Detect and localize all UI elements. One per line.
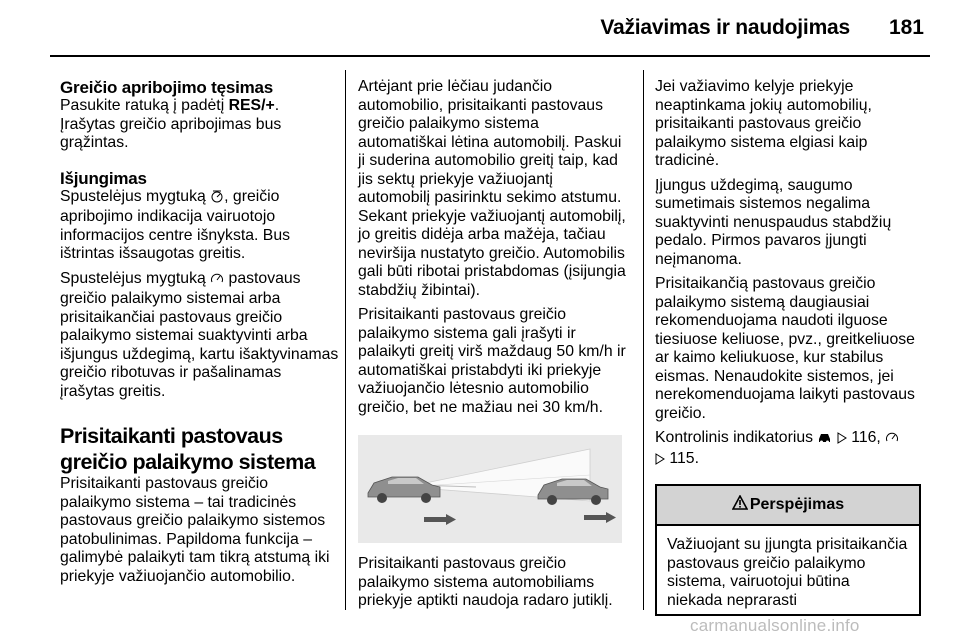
column-divider xyxy=(345,70,346,610)
text: 115. xyxy=(665,449,699,467)
warning-title: Perspėjimas xyxy=(749,495,845,513)
heading-resume-speed-limit: Greičio apribojimo tęsimas xyxy=(60,78,274,97)
column-3 xyxy=(655,78,927,616)
paragraph-acc-intro: Prisitaikanti pastovaus greičio palaikymo sistema – tai tradicinės pastovaus greičio palaikymo sistemos patobulinimas. Papildoma funkcija – galimybė palaikyti tam tikrą atstumą iki priekyje važiuojančio automobilio. xyxy=(60,475,330,585)
paragraph-resume-2: Įrašytas greičio apribojimas bus grąžintas. xyxy=(60,115,282,151)
heading-adaptive-cruise-control: Prisitaikanti pastovaus greičio palaikymo sistema xyxy=(60,424,316,474)
res-label: RES/+ xyxy=(228,97,275,114)
text: 116, xyxy=(846,429,886,446)
column-divider xyxy=(643,70,644,610)
text: Kontrolinis indikatorius xyxy=(655,429,818,446)
own-car-icon xyxy=(368,477,440,503)
header-rule xyxy=(50,55,930,57)
paragraph-acc-2: Prisitaikanti pastovaus greičio palaikymo sistema gali įrašyti ir palaikyti greitį virš maždaug 50 km/h ir automatiškai pristabdyti iki priekyje važiuojančio lėtesnio automobilio greičio, bet ne mažiau nei 30 km/h. xyxy=(358,306,626,416)
column-1 xyxy=(60,78,340,586)
cruise-control-icon xyxy=(210,271,224,291)
arrow-right-icon xyxy=(424,514,456,525)
paragraph-resume xyxy=(60,97,340,116)
paragraph-off-1 xyxy=(60,188,340,264)
radar-illustration xyxy=(358,435,622,543)
warning-box xyxy=(655,484,921,616)
cruise-control-icon xyxy=(885,430,899,450)
watermark: carmanualsonline.info xyxy=(690,616,860,635)
page-header-title: Važiavimas ir naudojimas xyxy=(600,16,850,39)
paragraph-col3-1: Jei važiavimo kelyje priekyje neaptinkama jokių automobilių, prisitaikanti pastovaus greičio palaikymo sistema elgiasi kaip tradicinė. xyxy=(655,78,872,169)
text: , greičio apribojimo indikacija vairuotojo informacijos centre išnyksta. Bus ištrintas išsaugotas greitis. xyxy=(60,187,291,262)
arrow-right-icon xyxy=(584,512,616,523)
speed-limiter-icon xyxy=(210,189,224,209)
text: . xyxy=(274,97,280,114)
page-reference-icon xyxy=(837,431,847,450)
paragraph-off-2 xyxy=(60,270,340,402)
paragraph-acc-3: Prisitaikanti pastovaus greičio palaikymo sistema automobiliams priekyje aptikti naudoja radaro jutiklį. xyxy=(358,555,613,609)
text: Spustelėjus mygtuką xyxy=(60,187,211,205)
page-number: 181 xyxy=(888,16,924,39)
page-reference-icon xyxy=(655,452,665,471)
car-ahead-icon xyxy=(817,431,832,450)
paragraph-acc-1: Artėjant prie lėčiau judančio automobilio, prisitaikanti pastovaus greičio palaikymo sistema automatiškai lėtina automobilį. Paskui ji suderina automobilio greitį taip, kad jis sektų priekyje važiuojantį automobilį pasirinktu sekimo atstumu. Sekant priekyje važiuojantį automobilį, jo greitis didėja arba mažėja, tačiau neviršija nustatyto greičio. Automobilis gali būti ribotai pristabdomas (įsijungia stabdžių žibintai). xyxy=(358,78,626,299)
text: Spustelėjus mygtuką xyxy=(60,269,211,287)
text: pastovaus greičio palaikymo sistemai arba prisitaikančiai pastovaus greičio palaikymo sistemai suaktyvinti arba išjungus uždegimą, kartu išaktyvinamas greičio ribotuvas ir pašalinamas įrašytas greitis. xyxy=(60,269,339,400)
paragraph-col3-2: Įjungus uždegimą, saugumo sumetimais sistemos negalima suaktyvinti nenuspaudus stabdžių pedalo. Pirmos pavaros įjungti neįmanoma. xyxy=(655,176,892,268)
warning-triangle-icon xyxy=(732,495,748,516)
warning-header xyxy=(657,486,919,526)
column-2 xyxy=(358,78,628,611)
warning-body: Važiuojant su įjungta prisitaikančia pastovaus greičio palaikymo sistema, vairuotojui būtina niekada neprarasti xyxy=(667,536,908,609)
text: Pasukite ratuką į padėtį xyxy=(60,97,229,114)
paragraph-control-indicator xyxy=(655,429,927,470)
heading-switch-off: Išjungimas xyxy=(60,168,147,188)
paragraph-col3-3: Prisitaikančią pastovaus greičio palaikymo sistemą daugiausiai rekomenduojama naudoti ilguose tiesiuose keliuose, pvz., greitkeliuose ar kaimo keliukuose, kur stabilus eismas. Nenaudokite sistemos, jei nerekomenduojama laikyti pastovaus greičio. xyxy=(655,275,915,422)
